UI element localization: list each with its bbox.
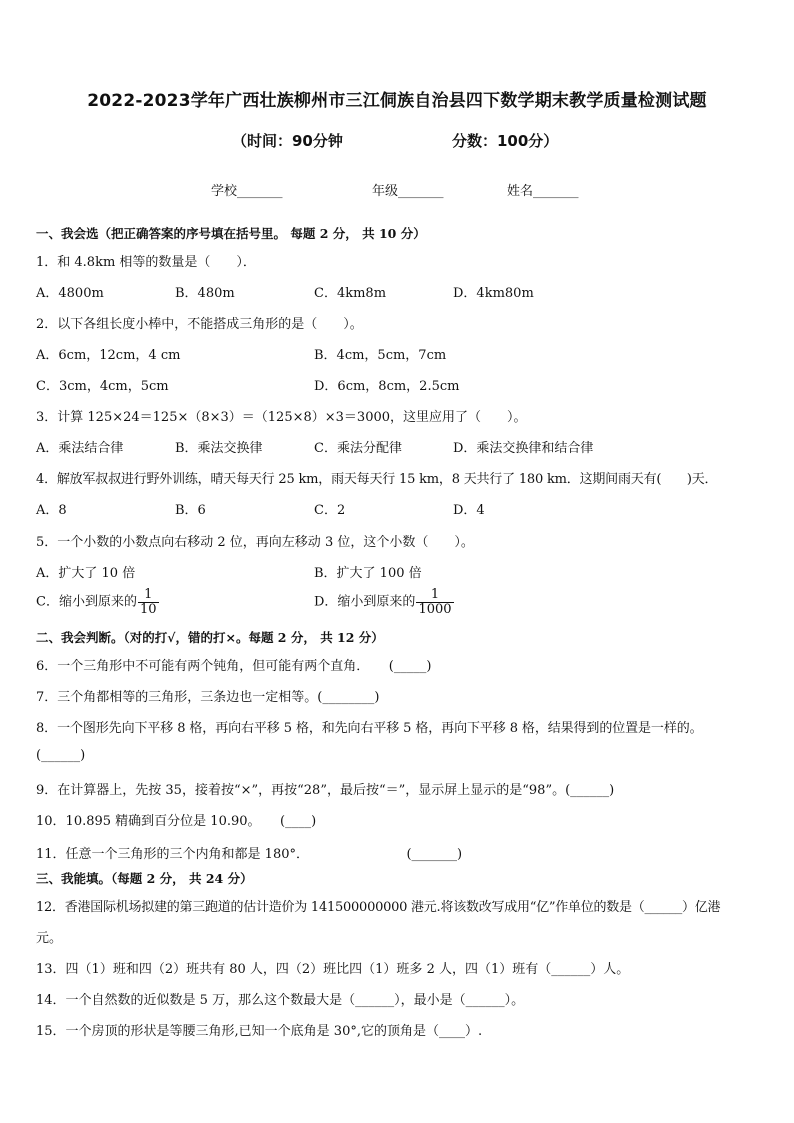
q5-option-d-text: D．缩小到原来的 bbox=[314, 594, 416, 610]
name-field: 姓名_______ bbox=[507, 184, 579, 199]
question-2: 2．以下各组长度小棒中，不能搭成三角形的是（ ）。 bbox=[36, 317, 363, 332]
q5-option-d bbox=[314, 588, 454, 616]
q3-option-d: D．乘法交换律和结合律 bbox=[453, 441, 594, 456]
q2-option-a: A．6cm，12cm，4 cm bbox=[36, 348, 181, 363]
q3-option-a: A．乘法结合律 bbox=[36, 441, 124, 456]
q5-option-c bbox=[36, 588, 159, 616]
question-5: 5．一个小数的小数点向右移动 2 位，再向左移动 3 位，这个小数（ ）。 bbox=[36, 535, 474, 550]
school-field: 学校_______ bbox=[211, 184, 283, 199]
q1-option-c: C．4km8m bbox=[314, 286, 387, 301]
question-15: 15．一个房顶的形状是等腰三角形,已知一个底角是 30°,它的顶角是（____）. bbox=[36, 1024, 483, 1039]
q5-option-a: A．扩大了 10 倍 bbox=[36, 566, 136, 581]
question-13: 13．四（1）班和四（2）班共有 80 人，四（2）班比四（1）班多 2 人，四（1）班有（______）人。 bbox=[36, 962, 630, 977]
section-heading-fill: 三、我能填。（每题 2 分， 共 24 分） bbox=[36, 871, 253, 886]
question-12-continued: 元。 bbox=[36, 931, 63, 946]
exam-title: 2022-2023学年广西壮族柳州市三江侗族自治县四下数学期末教学质量检测试题 bbox=[87, 91, 707, 111]
q3-option-b: B．乘法交换律 bbox=[175, 441, 263, 456]
q5-option-b: B．扩大了 100 倍 bbox=[314, 566, 422, 581]
fraction-one-thousandth bbox=[416, 588, 453, 616]
question-6: 6．一个三角形中不可能有两个钝角，但可能有两个直角． (_____) bbox=[36, 659, 432, 674]
q4-option-d: D．4 bbox=[453, 503, 485, 518]
q4-option-c: C．2 bbox=[314, 503, 346, 518]
q2-option-c: C．3cm，4cm，5cm bbox=[36, 379, 169, 394]
question-11: 11．任意一个三角形的三个内角和都是 180°． (_______) bbox=[36, 847, 463, 862]
exam-time: （时间：90分钟 bbox=[232, 132, 343, 150]
fraction-numerator: 1 bbox=[416, 588, 453, 603]
q3-option-c: C．乘法分配律 bbox=[314, 441, 402, 456]
q5-option-c-text: C．缩小到原来的 bbox=[36, 594, 137, 610]
q2-option-b: B．4cm，5cm，7cm bbox=[314, 348, 447, 363]
exam-score: 分数：100分） bbox=[452, 132, 559, 150]
question-1: 1．和 4.8km 相等的数量是（ ）． bbox=[36, 255, 256, 270]
question-9: 9．在计算器上，先按 35，接着按“×”，再按“28”，最后按“＝”，显示屏上显示的是“98”。(______) bbox=[36, 783, 615, 798]
section-heading-judge: 二、我会判断。（对的打√，错的打×。每题 2 分， 共 12 分） bbox=[36, 630, 384, 645]
question-4: 4．解放军叔叔进行野外训练，晴天每天行 25 km，雨天每天行 15 km，8 天共行了 180 km．这期间雨天有( )天． bbox=[36, 472, 718, 487]
question-14: 14．一个自然数的近似数是 5 万，那么这个数最大是（______），最小是（______）。 bbox=[36, 993, 525, 1008]
section-heading-choice: 一、我会选（把正确答案的序号填在括号里。 每题 2 分， 共 10 分） bbox=[36, 226, 426, 241]
question-3: 3．计算 125×24＝125×（8×3）＝（125×8）×3＝3000，这里应用了（ ）。 bbox=[36, 410, 527, 425]
fraction-denominator: 1000 bbox=[418, 601, 452, 617]
q1-option-d: D．4km80m bbox=[453, 286, 534, 301]
question-8: 8．一个图形先向下平移 8 格，再向右平移 5 格，和先向右平移 5 格，再向下平移 8 格，结果得到的位置是一样的。 bbox=[36, 721, 703, 736]
q4-option-b: B．6 bbox=[175, 503, 206, 518]
q2-option-d: D．6cm，8cm，2.5cm bbox=[314, 379, 460, 394]
fraction-denominator: 10 bbox=[139, 601, 157, 617]
grade-field: 年级_______ bbox=[372, 184, 444, 199]
q1-option-b: B．480m bbox=[175, 286, 235, 301]
fraction-numerator: 1 bbox=[138, 588, 159, 603]
question-7: 7．三个角都相等的三角形，三条边也一定相等。(________) bbox=[36, 690, 380, 705]
fraction-one-tenth bbox=[138, 588, 159, 616]
q4-option-a: A．8 bbox=[36, 503, 67, 518]
q1-option-a: A．4800m bbox=[36, 286, 104, 301]
question-12: 12．香港国际机场拟建的第三跑道的估计造价为 141500000000 港元.将该数改写成用“亿”作单位的数是（______）亿港 bbox=[36, 900, 721, 915]
question-8-blank: (______) bbox=[36, 748, 86, 763]
question-10: 10．10.895 精确到百分位是 10.90。 (____) bbox=[36, 814, 317, 829]
